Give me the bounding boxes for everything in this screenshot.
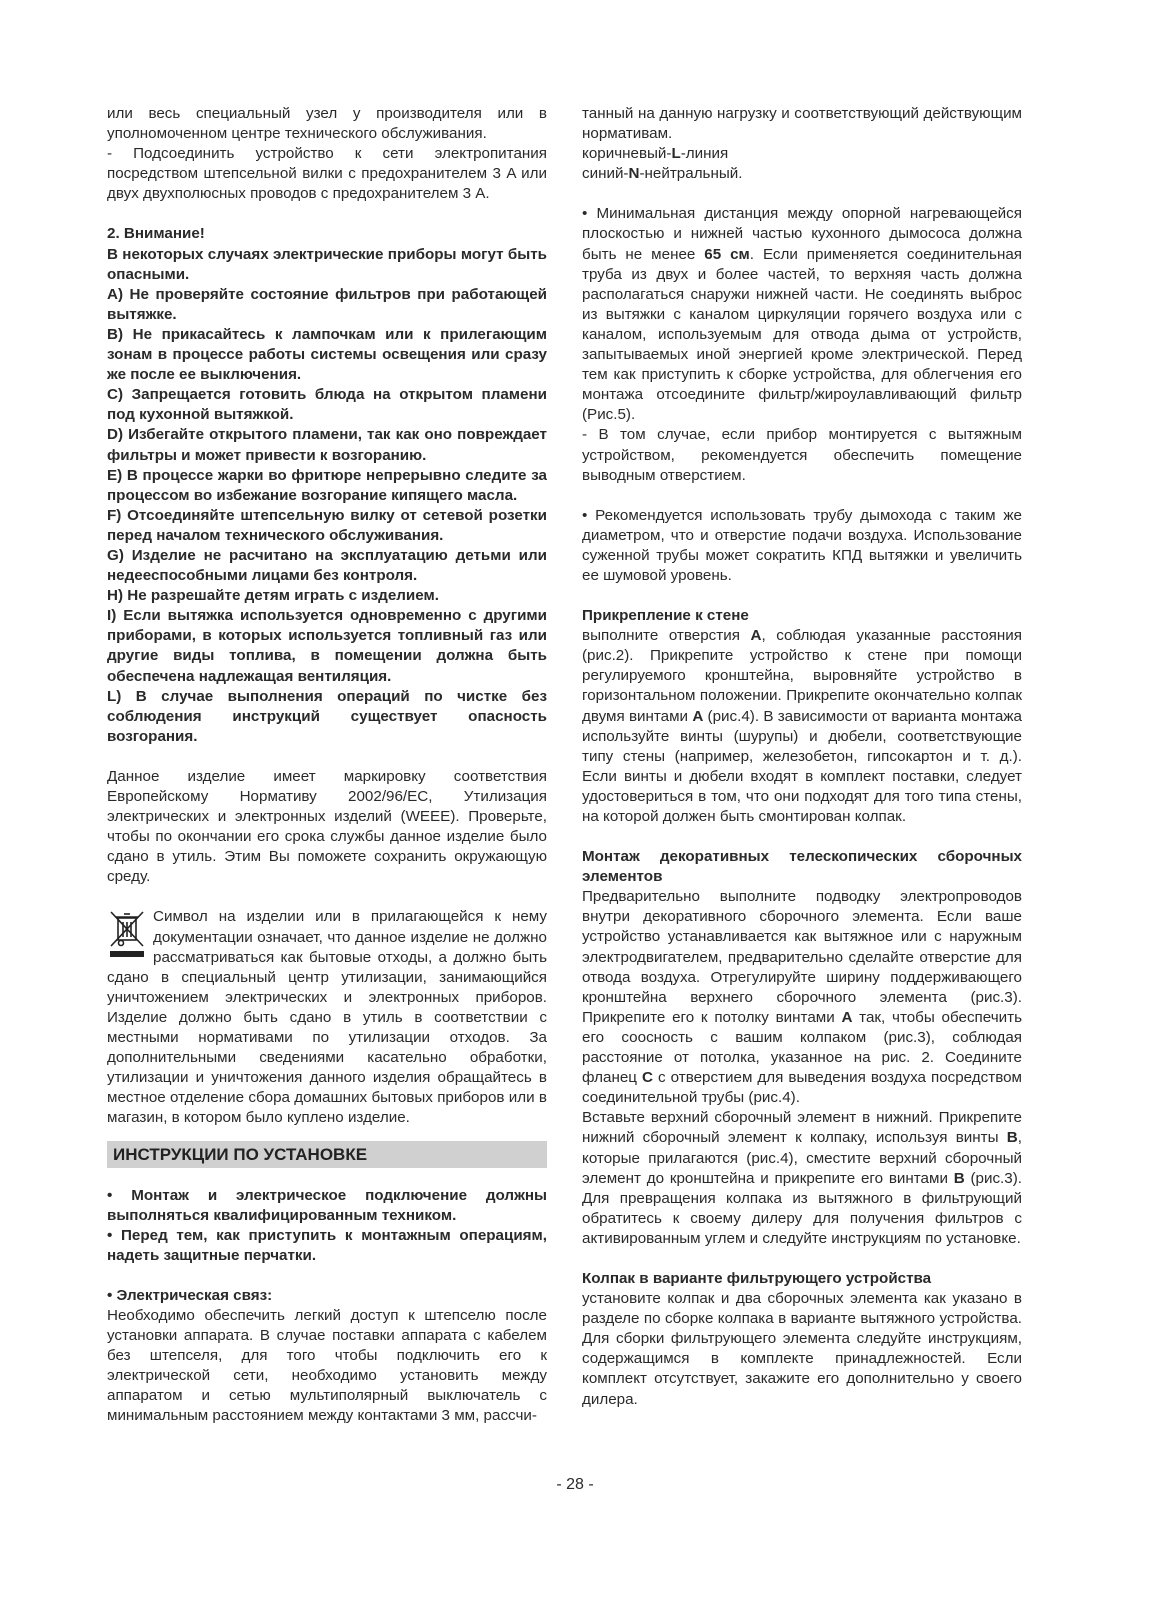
distance-paragraph: • Минимальная дистанция между опорной нагревающейся плоскостью и нижней частью кухонного дымососа должна быть не менее 65 см. Если применяется соединительная труба из двух и более частей, то верхняя часть должна располагаться снаружи нижней части. Не соединять выброс из вытяжки с каналом циркуляции горячего воздуха или с каналом, используемым для отвода дыма от устройств, запытываемых иной энергией кроме электрической. Перед тем как приступить к сборке устройства, для облегчения его монтажа отсоедините фильтр/жироулавливающий фильтр (Рис.5).	[582, 205, 1023, 424]
install-note-1: • Монтаж и электрическое подключение должны выполняться квалифицированным техником.	[107, 1186, 547, 1224]
telescopic-paragraph-2: Вставьте верхний сборочный элемент в нижний. Прикрепите нижний сборочный элемент к колпаку, используя винты B, которые прилагаются (рис.4), сместите верхний сборочный элемент до кронштейна и прикрепите его винтами B (рис.3). Для превращения колпака из вытяжного в фильтрующий обратитесь к своему дилеру для получения фильтров с активированным углем и следуйте инструкциям по установке.	[582, 1109, 1022, 1247]
warning-item-h: H) Не разрешайте детям играть с изделием.	[107, 587, 439, 605]
warning-intro: В некоторых случаях электрические приборы могут быть опасными.	[107, 245, 547, 283]
paragraph: или весь специальный узел у производителя или в уполномоченном центре технического обслуживания.	[107, 105, 547, 143]
warning-item-d: D) Избегайте открытого пламени, так как оно повреждает фильтры и может привести к возгоранию.	[107, 426, 547, 464]
wall-mount-title: Прикрепление к стене	[582, 607, 749, 625]
section-title-installation: ИНСТРУКЦИИ ПО УСТАНОВКЕ	[107, 1141, 547, 1168]
warning-item-g: G) Изделие не расчитано на эксплуатацию детьми или недееспособными лицами без контроля.	[107, 546, 547, 585]
pipe-paragraph: • Рекомендуется использовать трубу дымохода с таким же диаметром, что и отверстие подачи воздуха. Использование суженной трубы может сократить КПД вытяжки и увеличить ее шумовой уровень.	[582, 506, 1022, 584]
right-column	[582, 104, 1022, 1410]
electrical-paragraph: Необходимо обеспечить легкий доступ к штепселю после установки аппарата. В случае поставки аппарата с кабелем без штепселя, для того чтобы подключить его к электрической сети, необходимо установить между аппаратом и сетью мультиполярный выключатель с минимальным расстоянием между контактами 3 мм, рассчи-	[107, 1306, 547, 1425]
warning-title: 2. Внимание!	[107, 225, 205, 243]
paragraph: - Подсоединить устройство к сети электропитания посредством штепсельной вилки с предохранителем 3 A или двух двухполюсных проводов с предохранителем 3 А.	[107, 145, 547, 203]
weee-paragraph: Данное изделие имеет маркировку соответствия Европейскому Нормативу 2002/96/EC, Утилизация электрических и электронных изделий (WEEE). Проверьте, чтобы по окончании его срока службы данное изделие было сдано в утиль. Этим Вы поможете сохранить окружающую среду.	[107, 767, 547, 886]
telescopic-paragraph-1: Предварительно выполните подводку электропроводов внутри декоративного сборочного элемента. Если ваше устройство устанавливается как вытяжное или с наружным электродвигателем, предварительно сделайте отверстие для отвода воздуха. Отрегулируйте ширину поддерживающего кронштейна верхнего сборочного элемента (рис.3). Прикрепите его к потолку винтами A так, чтобы обеспечить его соосность с вашим колпаком (рис.3), соблюдая расстояние от потолка, указанное на рис. 2. Соедините фланец C с отверстием для выведения воздуха посредством соединительной трубы (рис.4).	[582, 888, 1022, 1107]
extractor-paragraph: - В том случае, если прибор монтируется с вытяжным устройством, рекомендуется обеспечить помещение выводным отверстием.	[582, 426, 1022, 484]
warning-item-l: L) В случае выполнения операций по чистке без соблюдения инструкций существует опасность возгорания.	[107, 687, 547, 745]
install-note-2: • Перед тем, как приступить к монтажным операциям, надеть защитные перчатки.	[107, 1226, 547, 1264]
warning-item-b: B) Не прикасайтесь к лампочкам или к прилегающим зонам в процессе работы системы освещения или сразу же после ее выключения.	[107, 325, 547, 384]
warning-item-i: I) Если вытяжка используется одновременно с другими приборами, в которых используется топливный газ или другие виды топлива, в помещении должна быть обеспечена надлежащая вентиляция.	[107, 607, 547, 685]
wall-mount-paragraph: выполните отверстия А, соблюдая указанные расстояния (рис.2). Прикрепите устройство к стене при помощи регулируемого кронштейна, выровняйте устройство в горизонтальном положении. Прикрепите окончательно колпак двумя винтами А (рис.4). В зависимости от варианта монтажа используйте винты (шурупы) и дюбели, соответствующие типу стены (например, железобетон, гипсокартон и т. д.). Если винты и дюбели входят в комплект поставки, следует удостовериться в том, что они подходят для того типа стены, на которой должен быть смонтирован колпак.	[582, 627, 1022, 825]
left-column	[107, 104, 547, 1427]
wire-brown: коричневый-L-линия	[582, 145, 729, 163]
symbol-paragraph: Символ на изделии или в прилагающейся к нему документации означает, что данное изделие не должно рассматриваться как бытовые отходы, а должно быть сдано в специальный центр утилизации, занимающийся уничтожением электрических и электронных приборов. Изделие должно быть сдано в утиль в соответствии с местными нормативами по утилизации отходов. За дополнительными сведениями касательно обработки, утилизации и уничтожения данного изделия обращайтесь в местное отделение сбора домашних бытовых приборов или в магазин, в котором было куплено изделие.	[107, 908, 547, 1127]
electrical-title: • Электрическая связ:	[107, 1286, 273, 1304]
filter-title: Колпак в варианте фильтрующего устройства	[582, 1269, 932, 1287]
warning-item-e: E) В процессе жарки во фритюре непрерывно следите за процессом во избежание возгорание кипящего масла.	[107, 466, 547, 504]
warning-item-f: F) Отсоединяйте штепсельную вилку от сетевой розетки перед началом технического обслуживания.	[107, 506, 547, 544]
crossed-out-wheelie-bin-icon	[107, 909, 147, 961]
wire-blue: синий-N-нейтральный.	[582, 165, 743, 183]
paragraph: танный на данную нагрузку и соответствующий действующим нормативам.	[582, 105, 1022, 143]
filter-paragraph: установите колпак и два сборочных элемента как указано в разделе по сборке колпака в варианте вытяжного устройства. Для сборки фильтрующего элемента следуйте инструкциям, содержащимся в комплекте принадлежностей. Если комплект отсутствует, закажите его дополнительно у своего дилера.	[582, 1290, 1022, 1408]
weee-block	[107, 907, 547, 1128]
warning-item-c: C) Запрещается готовить блюда на открытом пламени под кухонной вытяжкой.	[107, 386, 547, 424]
page-number: - 28 -	[556, 1476, 594, 1493]
warning-item-a: A) Не проверяйте состояние фильтров при работающей вытяжке.	[107, 285, 547, 323]
telescopic-title: Монтаж декоративных телескопических сборочных элементов	[582, 848, 1022, 886]
